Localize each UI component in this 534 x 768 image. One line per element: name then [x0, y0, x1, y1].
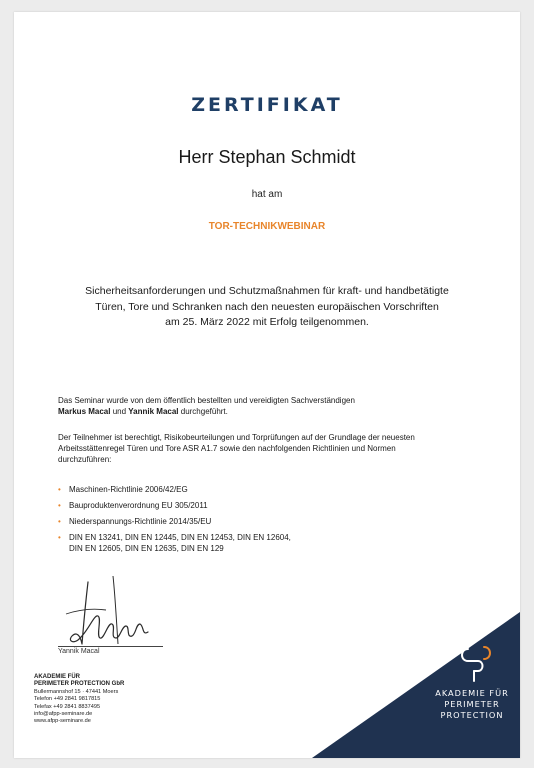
list-item-text: Bauproduktenverordnung EU 305/2011 [69, 501, 208, 510]
address-street: Bullermannshof 15 · 47441 Moers [34, 688, 119, 695]
address-email: info@afpp-seminare.de [34, 711, 93, 718]
bullet-icon: • [58, 533, 61, 542]
seminar-line: Das Seminar wurde von dem öffentlich bestellten und vereidigten Sachverständigen [58, 396, 355, 405]
address-org: AKADEMIE FÜR [34, 674, 80, 680]
address-org: PERIMETER PROTECTION GbR [34, 681, 125, 688]
brand-line: PERIMETER [444, 699, 500, 709]
address-phone: Telefon +49 2841 9817815 [34, 696, 101, 703]
bullet-icon: • [58, 501, 61, 510]
address-web: www.afpp-seminare.de [34, 718, 91, 725]
brand-logo-icon [458, 643, 494, 683]
expert-name: Yannik Macal [128, 407, 179, 416]
description-line: Türen, Tore und Schranken nach den neuesten europäischen Vorschriften [95, 300, 439, 313]
address-fax: Telefax +49 2841 8837495 [34, 703, 101, 710]
intro-text: hat am [251, 189, 283, 200]
seminar-connector: und [110, 407, 129, 416]
permission-line: durchzuführen: [58, 455, 112, 464]
bullet-icon: • [58, 485, 61, 494]
signatory-name: Yannik Macal [58, 648, 100, 655]
permission-line: Arbeitsstättenregel Türen und Tore ASR A1.7 sowie den nachfolgenden Richtlinien und Normen [58, 444, 396, 453]
list-item-text: DIN EN 13241, DIN EN 12445, DIN EN 12453, DIN EN 12604, [69, 533, 291, 542]
expert-name: Markus Macal [58, 407, 111, 416]
seminar-tail: durchgeführt. [178, 407, 228, 416]
event-title: TOR-TECHNIKWEBINAR [208, 221, 326, 232]
brand-name [417, 688, 520, 721]
permission-line: Der Teilnehmer ist berechtigt, Risikobeurteilungen und Torprüfungen auf der Grundlage der neuesten [58, 433, 415, 442]
description-line: am 25. März 2022 mit Erfolg teilgenommen. [165, 316, 369, 328]
list-item-text: DIN EN 12605, DIN EN 12635, DIN EN 129 [69, 544, 224, 553]
certificate-page [14, 12, 520, 758]
brand-line: PROTECTION [440, 710, 504, 720]
list-item-text: Maschinen-Richtlinie 2006/42/EG [69, 485, 188, 494]
bullet-icon: • [58, 517, 61, 526]
certificate-title: ZERTIFIKAT [191, 94, 343, 116]
brand-line: AKADEMIE FÜR [435, 688, 509, 698]
brand-corner-triangle [14, 12, 520, 758]
description-line: Sicherheitsanforderungen und Schutzmaßnahmen für kraft- und handbetätigte [85, 285, 449, 297]
recipient-name: Herr Stephan Schmidt [178, 147, 356, 167]
list-item-text: Niederspannungs-Richtlinie 2014/35/EU [69, 517, 212, 526]
